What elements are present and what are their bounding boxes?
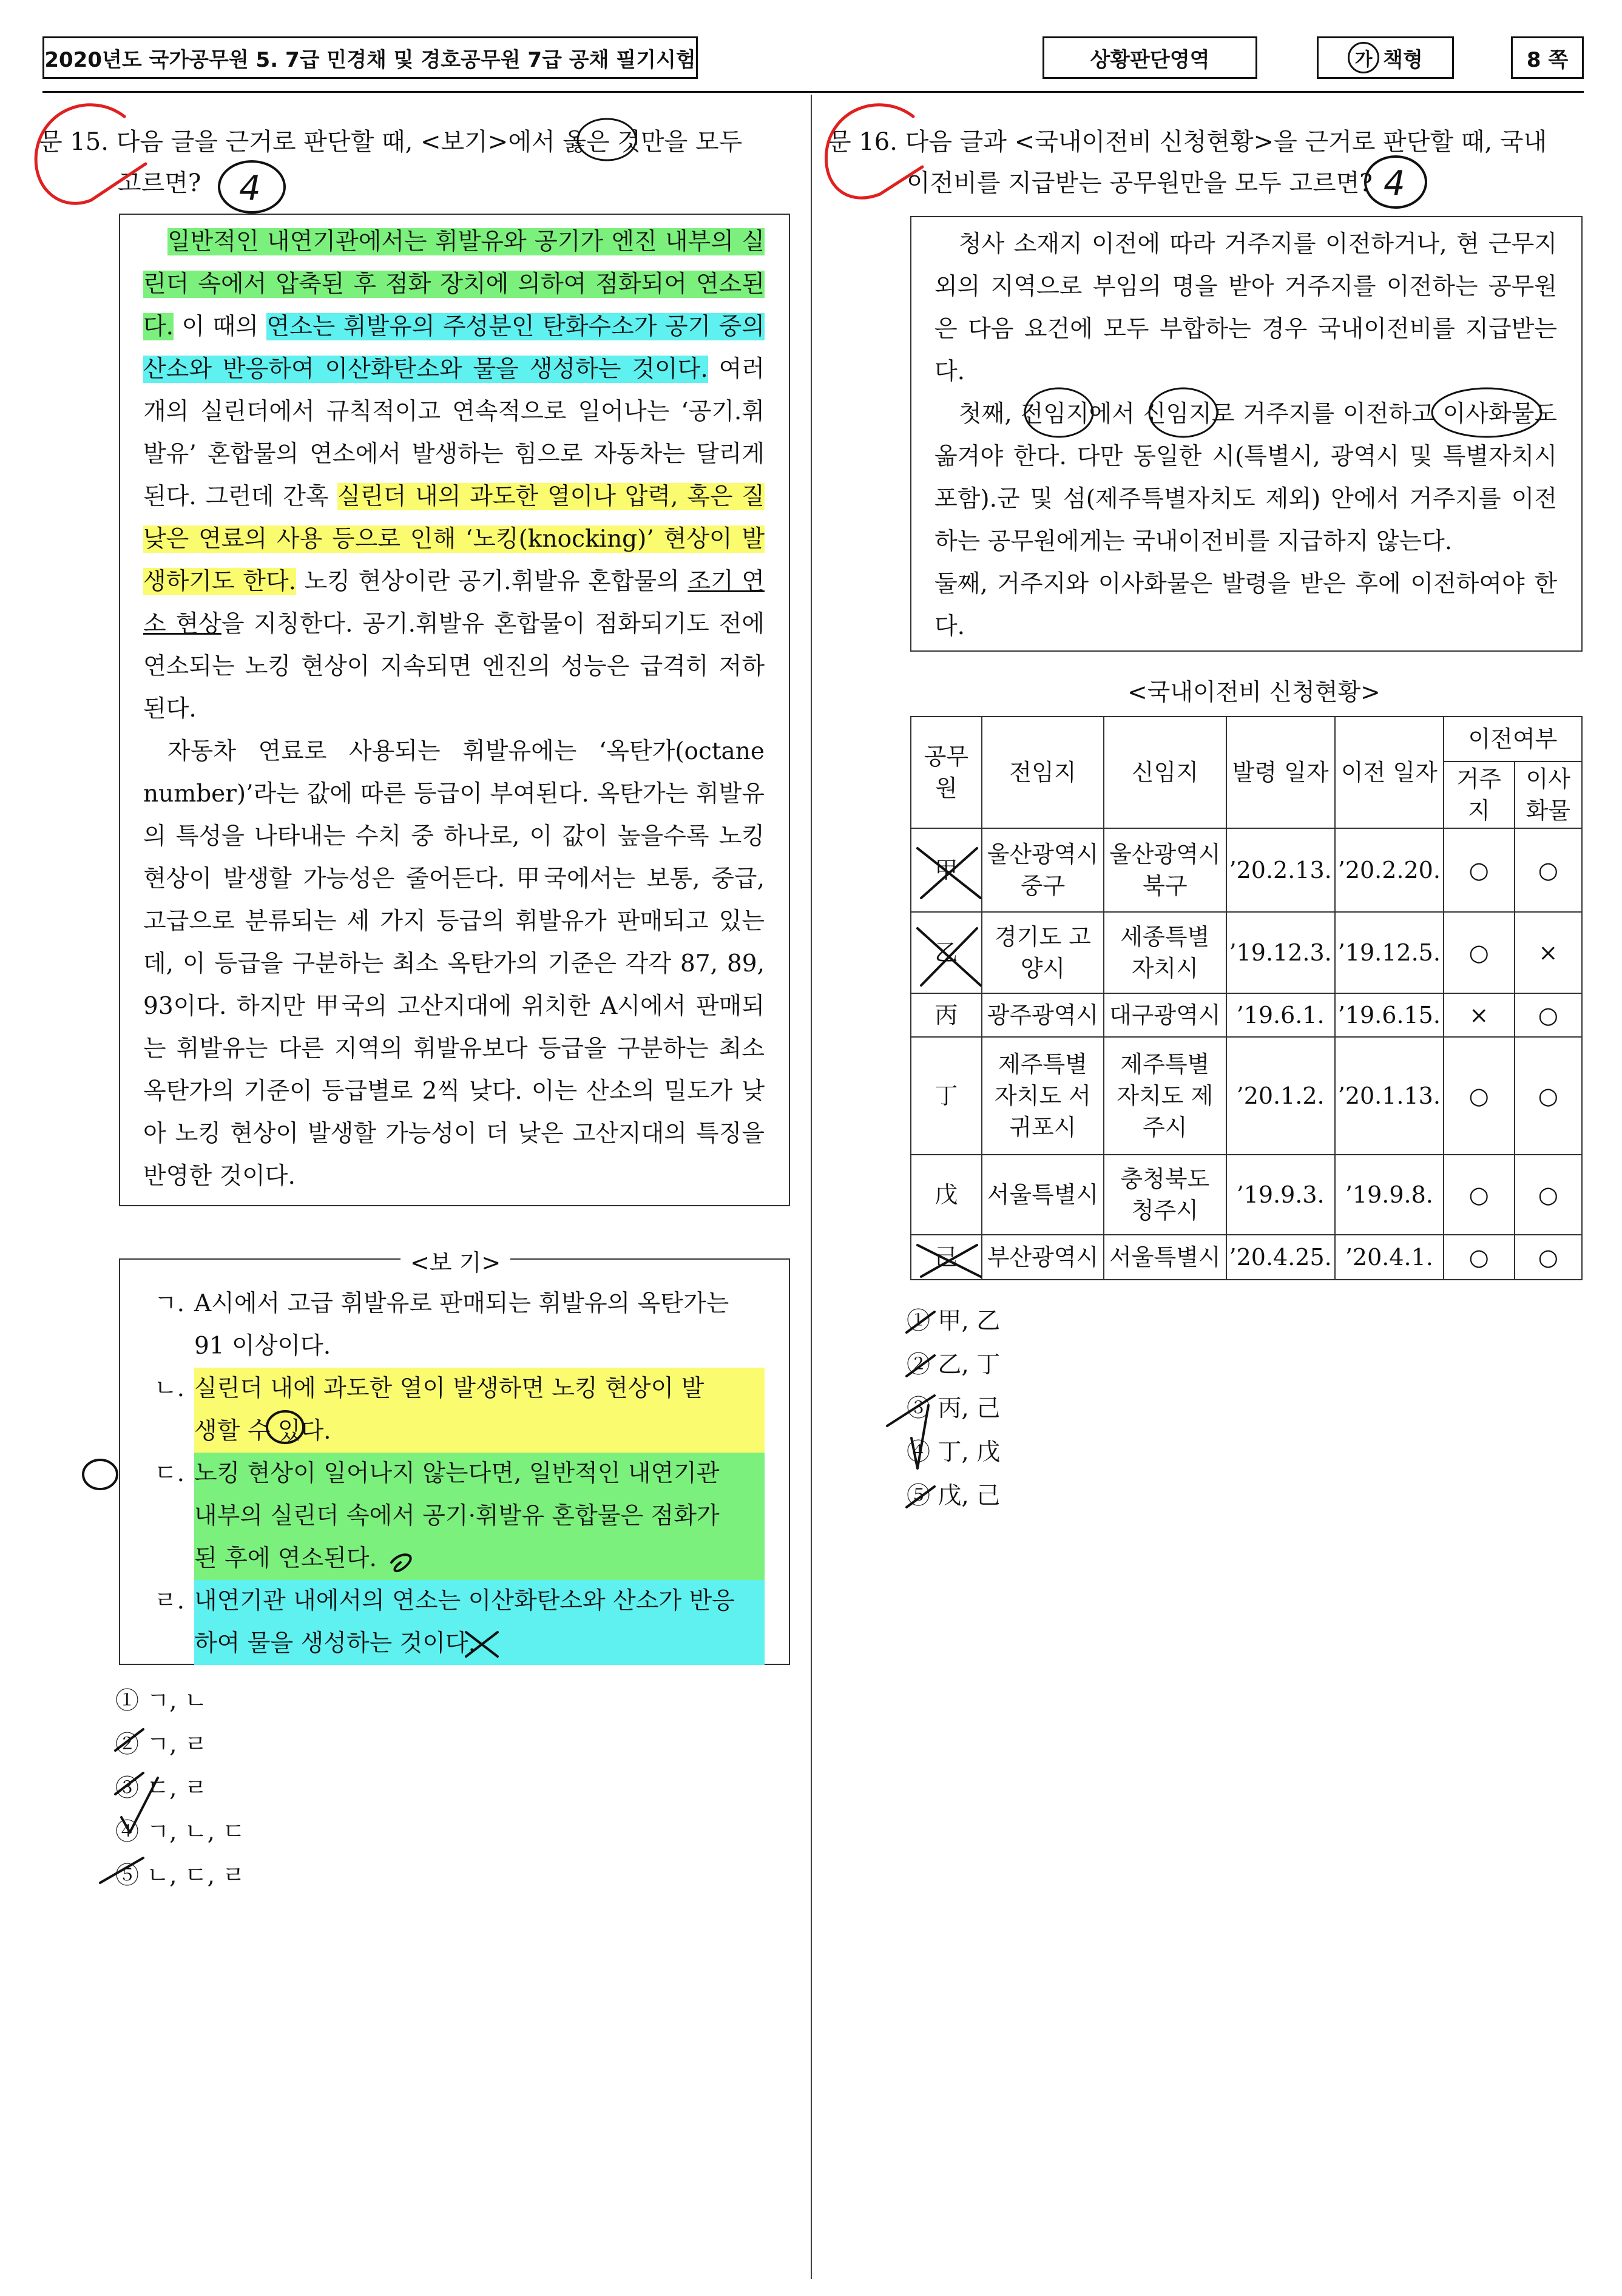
q15-choice-4[interactable] bbox=[115, 1811, 245, 1854]
choice-label: ③ bbox=[115, 1775, 140, 1802]
q16-choice-1[interactable] bbox=[907, 1300, 1000, 1343]
cell-from: 부산광역시 bbox=[982, 1235, 1104, 1280]
bogi-item-2 bbox=[154, 1368, 765, 1453]
q16-passage-paragraph-2: 첫째, 전임지에서 신임지로 거주지를 이전하고 이사화물도 옮겨야 한다. 다만 동일한 시(특별시, 광역시 및 특별자치시 포함).군 및 섬(제주특별자치도 제외) 안에서 거주지를 이전하는 공무원에게는 국내이전비를 지급하지 않는다. bbox=[934, 400, 1557, 555]
q15-underline: 조기 연소 현상 bbox=[143, 568, 765, 638]
table-row bbox=[911, 912, 1582, 993]
cell-from: 광주광역시 bbox=[982, 993, 1104, 1037]
section-label: 상황판단영역 bbox=[1090, 47, 1210, 72]
choice-text: 甲, 乙 bbox=[938, 1308, 1001, 1335]
cell-official: 丁 bbox=[911, 1037, 982, 1155]
choice-label: ③ bbox=[907, 1395, 931, 1422]
q15-choice-5[interactable] bbox=[115, 1854, 245, 1898]
q15-choices bbox=[115, 1680, 245, 1898]
q16-number: 문 16. bbox=[828, 128, 897, 156]
th-move-date: 이전 일자 bbox=[1335, 717, 1444, 828]
bogi-item-1 bbox=[154, 1283, 765, 1368]
q16-choices bbox=[907, 1300, 1000, 1518]
q15-handwritten-answer: 4 bbox=[239, 169, 261, 208]
q15-passage-paragraph-2: 자동차 연료로 사용되는 휘발유에는 ‘옥탄가(octane number)’라는 값에 따른 등급이 부여된다. 옥탄가는 휘발유의 특성을 나타내는 수치 중 하나로, 이 값이 높을수록 노킹 현상이 발생할 가능성은 줄어든다. 甲국에서는 보통, 중급, 고급으로 분류되는 세 가지 등급의 휘발유가 판매되고 있는데, 이 등급을 구분하는 최소 옥탄가의 기준은 각각 87, 89, 93이다. 하지만 甲국의 고산지대에 위치한 A시에서 판매되는 휘발유는 다른 지역의 휘발유보다 등급을 구분하는 최소 옥탄가의 기준이 등급별로 2씩 낮다. 이는 산소의 밀도가 낮아 노킹 현상이 발생할 가능성이 더 낮은 고산지대의 특징을 반영한 것이다. bbox=[143, 738, 765, 1190]
q15-passage-text: 여러 개의 실린더에서 규칙적이고 연속적으로 일어나는 ‘공기.휘발유’ 혼합물의 연소에서 발생하는 힘으로 자동차는 달리게 된다. 그런데 간혹 bbox=[143, 356, 765, 510]
q16-passage-box bbox=[910, 216, 1583, 652]
cell-move-date: ’20.4.1. bbox=[1335, 1235, 1444, 1280]
q15-passage-text: 노킹 현상이란 공기.휘발유 혼합물의 bbox=[296, 568, 688, 595]
cell-move-date: ’20.1.13. bbox=[1335, 1037, 1444, 1155]
choice-text: ㄷ, ㄹ bbox=[146, 1775, 208, 1802]
cell-cargo: × bbox=[1515, 912, 1582, 993]
bogi-item-label: ㄹ. bbox=[154, 1587, 185, 1615]
bogi-item-text: 실린더 내에 과도한 열이 발생하면 노킹 현상이 발생할 수 있다. bbox=[194, 1368, 765, 1453]
cell-cargo: ○ bbox=[1515, 993, 1582, 1037]
q16-choice-2[interactable] bbox=[907, 1343, 1000, 1387]
page-number-box bbox=[1511, 36, 1584, 79]
cell-order-date: ’19.9.3. bbox=[1226, 1155, 1335, 1235]
exam-title-box bbox=[42, 36, 698, 79]
cell-from: 울산광역시 중구 bbox=[982, 828, 1104, 912]
cell-residence: ○ bbox=[1444, 1037, 1515, 1155]
q16-choice-4[interactable] bbox=[907, 1431, 1000, 1474]
cell-official: 己 bbox=[911, 1235, 982, 1280]
th-official: 공무원 bbox=[911, 717, 982, 828]
page-number: 8 쪽 bbox=[1526, 47, 1569, 72]
cell-to: 서울특별시 bbox=[1104, 1235, 1226, 1280]
q15-stem bbox=[39, 121, 797, 204]
table-row bbox=[911, 993, 1582, 1037]
th-to: 신임지 bbox=[1104, 717, 1226, 828]
q15-highlight-yellow: 실린더 내의 과도한 열이나 압력, 혹은 질 낮은 연료의 사용 등으로 인해 ‘노킹(knocking)’ 현상이 발생하기도 한다. bbox=[143, 483, 765, 595]
q16-stem-line1: 다음 글과 <국내이전비 신청현황>을 근거로 판단할 때, 국내 bbox=[905, 128, 1547, 156]
q15-passage-text: 을 지칭한다. 공기.휘발유 혼합물이 점화되기도 전에 연소되는 노킹 현상이 지속되면 엔진의 성능은 급격히 저하된다. bbox=[143, 610, 765, 723]
choice-text: 戊, 己 bbox=[938, 1482, 1001, 1510]
cell-move-date: ’19.9.8. bbox=[1335, 1155, 1444, 1235]
th-order-date: 발령 일자 bbox=[1226, 717, 1335, 828]
choice-text: 乙, 丁 bbox=[938, 1351, 1001, 1379]
q16-table bbox=[910, 716, 1583, 1280]
th-cargo: 이사 화물 bbox=[1515, 761, 1582, 828]
q15-passage-text: 이 때의 bbox=[174, 313, 267, 340]
choice-label: ④ bbox=[907, 1439, 931, 1466]
cell-residence: ○ bbox=[1444, 912, 1515, 993]
q16-handwritten-answer: 4 bbox=[1384, 164, 1405, 203]
cell-from: 제주특별 자치도 서귀포시 bbox=[982, 1037, 1104, 1155]
cell-order-date: ’19.6.1. bbox=[1226, 993, 1335, 1037]
cell-order-date: ’20.2.13. bbox=[1226, 828, 1335, 912]
cell-to: 세종특별 자치시 bbox=[1104, 912, 1226, 993]
bogi-item-label: ㄴ. bbox=[154, 1375, 185, 1402]
q15-highlight-cyan: 연소는 휘발유의 주성분인 탄화수소가 공기 중의 산소와 반응하여 이산화탄소와 물을 생성하는 것이다. bbox=[143, 313, 765, 383]
cell-residence: × bbox=[1444, 993, 1515, 1037]
q15-bogi-box bbox=[119, 1258, 790, 1665]
choice-text: ㄴ, ㄷ, ㄹ bbox=[146, 1862, 246, 1889]
q16-passage-paragraph-3: 둘째, 거주지와 이사화물은 발령을 받은 후에 이전하여야 한다. bbox=[934, 570, 1557, 640]
table-row bbox=[911, 1155, 1582, 1235]
booklet-label: 책형 bbox=[1383, 47, 1423, 72]
q15-stem-line2: 고르면? bbox=[118, 169, 201, 197]
cell-residence: ○ bbox=[1444, 828, 1515, 912]
cell-to: 대구광역시 bbox=[1104, 993, 1226, 1037]
cell-move-date: ’19.6.15. bbox=[1335, 993, 1444, 1037]
cell-move-date: ’19.12.5. bbox=[1335, 912, 1444, 993]
q16-choice-3[interactable] bbox=[907, 1387, 1000, 1431]
column-divider bbox=[811, 95, 812, 2279]
cell-to: 울산광역시 북구 bbox=[1104, 828, 1226, 912]
th-from: 전임지 bbox=[982, 717, 1104, 828]
choice-text: ㄱ, ㄴ, ㄷ bbox=[146, 1818, 246, 1846]
q16-stem bbox=[828, 121, 1586, 204]
choice-label: ② bbox=[907, 1351, 931, 1379]
booklet-mark: 가 bbox=[1348, 42, 1379, 73]
choice-label: ④ bbox=[115, 1818, 140, 1846]
bogi-item-4 bbox=[154, 1580, 765, 1665]
q15-choice-2[interactable] bbox=[115, 1723, 245, 1767]
cell-to: 제주특별 자치도 제주시 bbox=[1104, 1037, 1226, 1155]
cell-order-date: ’19.12.3. bbox=[1226, 912, 1335, 993]
q16-stem-line2: 이전비를 지급받는 공무원만을 모두 고르면? bbox=[907, 169, 1373, 197]
choice-text: ㄱ, ㄹ bbox=[146, 1731, 208, 1758]
bogi-item-3 bbox=[154, 1453, 765, 1580]
choice-label: ⑤ bbox=[907, 1482, 931, 1510]
bogi-item-label: ㄱ. bbox=[154, 1290, 185, 1317]
choice-text: 丙, 己 bbox=[938, 1395, 1001, 1422]
bogi-item-text: A시에서 고급 휘발유로 판매되는 휘발유의 옥탄가는 91 이상이다. bbox=[194, 1290, 729, 1360]
th-moved: 이전여부 bbox=[1444, 717, 1582, 761]
bogi-3-side-circle-mark bbox=[83, 1460, 117, 1489]
cell-from: 서울특별시 bbox=[982, 1155, 1104, 1235]
cell-order-date: ’20.4.25. bbox=[1226, 1235, 1335, 1280]
q16-passage-paragraph-1: 청사 소재지 이전에 따라 거주지를 이전하거나, 현 근무지 외의 지역으로 부임의 명을 받아 거주지를 이전하는 공무원은 다음 요건에 모두 부합하는 경우 국내이전비를 지급받는다. bbox=[934, 231, 1557, 385]
table-row bbox=[911, 828, 1582, 912]
booklet-box bbox=[1317, 36, 1454, 79]
bogi-item-text: 내연기관 내에서의 연소는 이산화탄소와 산소가 반응하여 물을 생성하는 것이다. bbox=[194, 1580, 765, 1665]
choice-text: 丁, 戊 bbox=[938, 1439, 1001, 1466]
choice-label: ② bbox=[115, 1731, 140, 1758]
cell-official: 戊 bbox=[911, 1155, 982, 1235]
choice-label: ① bbox=[115, 1687, 140, 1715]
q16-choice-5[interactable] bbox=[907, 1474, 1000, 1518]
choice-label: ① bbox=[907, 1308, 931, 1335]
q15-passage-box bbox=[119, 214, 790, 1206]
bogi-item-label: ㄷ. bbox=[154, 1460, 185, 1487]
choice-label: ⑤ bbox=[115, 1862, 140, 1889]
cell-official: 乙 bbox=[911, 912, 982, 993]
cell-official: 甲 bbox=[911, 828, 982, 912]
cell-from: 경기도 고양시 bbox=[982, 912, 1104, 993]
cell-to: 충청북도 청주시 bbox=[1104, 1155, 1226, 1235]
q15-stem-line1: 다음 글을 근거로 판단할 때, <보기>에서 옳은 것만을 모두 bbox=[116, 128, 743, 156]
section-box bbox=[1042, 36, 1257, 79]
q15-choice-3[interactable] bbox=[115, 1767, 245, 1811]
bogi-item-text: 노킹 현상이 일어나지 않는다면, 일반적인 내연기관 내부의 실린더 속에서 공기·휘발유 혼합물은 점화가 된 후에 연소된다. bbox=[194, 1453, 765, 1580]
header-rule bbox=[42, 91, 1584, 93]
cell-official: 丙 bbox=[911, 993, 982, 1037]
q15-bogi-title: <보 기> bbox=[400, 1244, 510, 1277]
cell-cargo: ○ bbox=[1515, 1037, 1582, 1155]
cell-cargo: ○ bbox=[1515, 1235, 1582, 1280]
q15-choice-1[interactable] bbox=[115, 1680, 245, 1723]
choice-text: ㄱ, ㄴ bbox=[146, 1687, 208, 1715]
cell-residence: ○ bbox=[1444, 1155, 1515, 1235]
cell-cargo: ○ bbox=[1515, 1155, 1582, 1235]
q15-highlight-green: 일반적인 내연기관에서는 휘발유와 공기가 엔진 내부의 실린더 속에서 압축된 후 점화 장치에 의하여 점화되어 연소된다. bbox=[143, 228, 765, 340]
table-row bbox=[911, 1037, 1582, 1155]
exam-title: 2020년도 국가공무원 5. 7급 민경채 및 경호공무원 7급 공채 필기시험 bbox=[44, 47, 696, 72]
cell-move-date: ’20.2.20. bbox=[1335, 828, 1444, 912]
cell-residence: ○ bbox=[1444, 1235, 1515, 1280]
q16-table-caption: <국내이전비 신청현황> bbox=[1127, 679, 1380, 706]
q15-passage-paragraph-1 bbox=[143, 221, 765, 731]
th-residence: 거주지 bbox=[1444, 761, 1515, 828]
cell-cargo: ○ bbox=[1515, 828, 1582, 912]
q15-number: 문 15. bbox=[39, 128, 109, 156]
cell-order-date: ’20.1.2. bbox=[1226, 1037, 1335, 1155]
table-row bbox=[911, 1235, 1582, 1280]
